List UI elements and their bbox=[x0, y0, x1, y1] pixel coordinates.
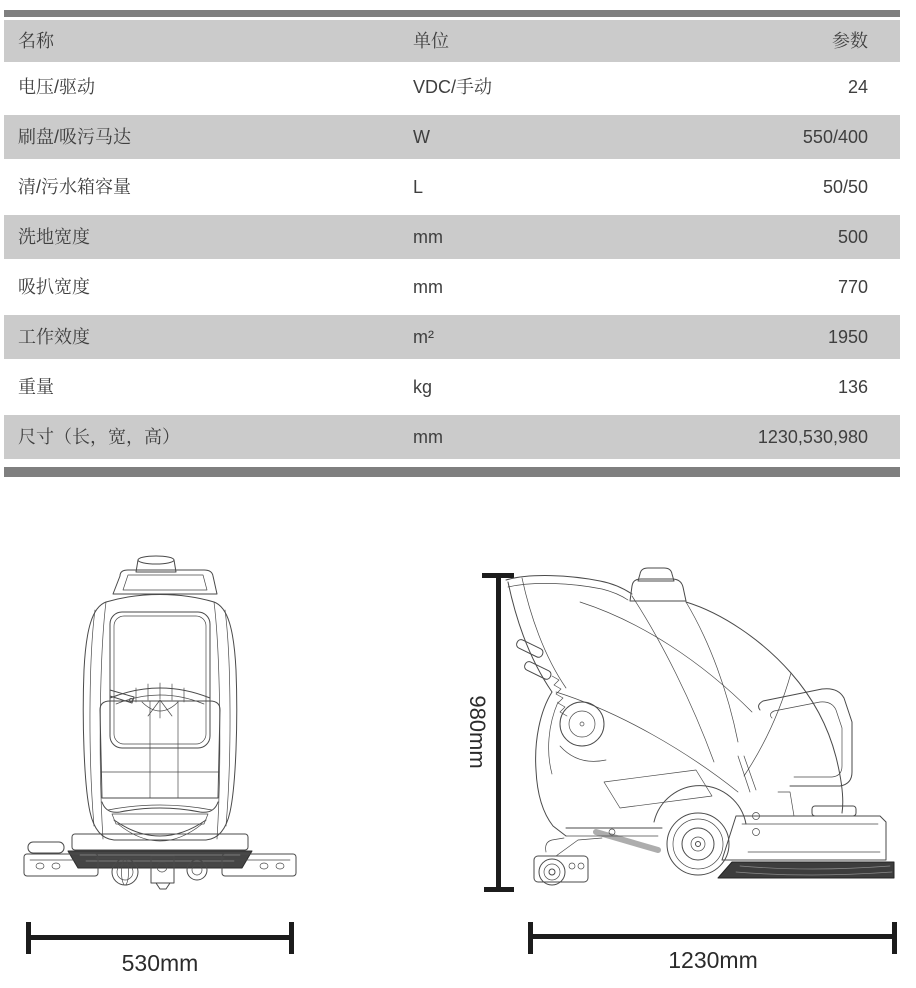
spec-name-cell: 工作效度 bbox=[18, 327, 90, 347]
spec-row bbox=[4, 212, 900, 262]
front-width-label: 530mm bbox=[121, 950, 199, 976]
spec-unit-cell: W bbox=[413, 127, 430, 147]
side-length-label: 1230mm bbox=[668, 947, 758, 973]
spec-name-cell: 电压/驱动 bbox=[18, 77, 96, 97]
spec-unit-cell: mm bbox=[413, 227, 443, 247]
front-width-dimension bbox=[26, 922, 294, 976]
spec-value-cell: 50/50 bbox=[822, 177, 868, 197]
spec-row bbox=[4, 412, 900, 462]
table-header-row bbox=[4, 20, 900, 62]
side-view-drawing bbox=[460, 560, 910, 980]
spec-name-cell: 刷盘/吸污马达 bbox=[18, 127, 132, 147]
table-bottom-divider bbox=[4, 467, 900, 477]
header-unit-cell: 单位 bbox=[413, 31, 449, 51]
front-view-machine bbox=[24, 556, 296, 889]
header-name-cell: 名称 bbox=[18, 31, 54, 51]
side-length-dimension bbox=[528, 922, 897, 973]
spec-row bbox=[4, 162, 900, 212]
spec-row bbox=[4, 62, 900, 112]
spec-name-cell: 清/污水箱容量 bbox=[18, 177, 132, 197]
spec-unit-cell: L bbox=[413, 177, 424, 197]
spec-row bbox=[4, 362, 900, 412]
header-value-cell: 参数 bbox=[832, 31, 868, 51]
spec-unit-cell: m² bbox=[413, 327, 434, 347]
spec-name-cell: 尺寸（长，宽，高） bbox=[18, 427, 180, 447]
spec-row bbox=[4, 262, 900, 312]
spec-unit-cell: mm bbox=[413, 427, 443, 447]
spec-value-cell: 1230,530,980 bbox=[757, 427, 868, 447]
spec-unit-cell: kg bbox=[413, 377, 433, 397]
spec-value-cell: 770 bbox=[837, 277, 868, 297]
spec-value-cell: 136 bbox=[837, 377, 868, 397]
spec-name-cell: 吸扒宽度 bbox=[18, 277, 90, 297]
table-top-divider bbox=[4, 10, 900, 17]
spec-table bbox=[4, 10, 900, 477]
spec-value-cell: 500 bbox=[837, 227, 868, 247]
spec-value-cell: 24 bbox=[847, 77, 868, 97]
spec-value-cell: 1950 bbox=[827, 327, 868, 347]
spec-row bbox=[4, 312, 900, 362]
side-height-dimension bbox=[465, 573, 514, 892]
front-view-drawing bbox=[10, 550, 310, 980]
spec-row bbox=[4, 112, 900, 162]
spec-unit-cell: VDC/手动 bbox=[413, 77, 493, 97]
spec-name-cell: 洗地宽度 bbox=[18, 227, 90, 247]
side-view-machine bbox=[506, 568, 894, 885]
spec-name-cell: 重量 bbox=[18, 377, 54, 397]
side-height-label: 980mm bbox=[465, 695, 490, 769]
spec-value-cell: 550/400 bbox=[802, 127, 868, 147]
table-body bbox=[4, 62, 900, 462]
spec-unit-cell: mm bbox=[413, 277, 443, 297]
